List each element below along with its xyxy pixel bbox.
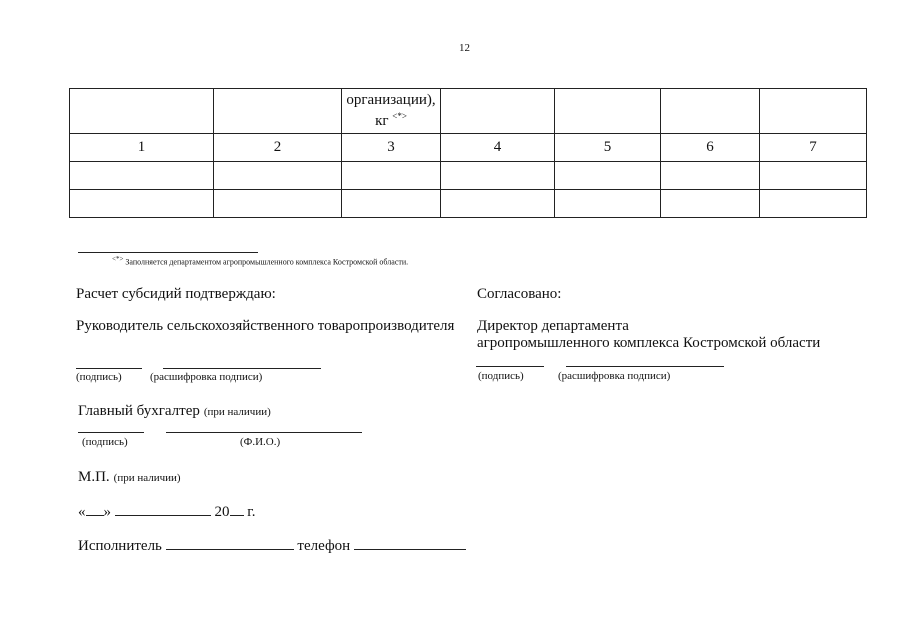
director-line2: агропромышленного комплекса Костромской области	[477, 335, 821, 351]
table-cell	[342, 190, 441, 218]
head-signature-line[interactable]	[76, 368, 142, 369]
table-cell	[760, 190, 867, 218]
executor-field[interactable]	[166, 535, 294, 550]
table-cell	[760, 162, 867, 190]
table-cell	[214, 89, 342, 134]
table-cell	[760, 89, 867, 134]
confirm-title: Расчет субсидий подтверждаю:	[76, 286, 276, 302]
date-line	[78, 501, 255, 521]
table-row	[70, 190, 867, 218]
director-signature-label: (подпись)	[478, 370, 524, 382]
date-year-suffix: г.	[247, 504, 256, 520]
table-cell	[555, 190, 661, 218]
footnote-separator	[78, 252, 258, 253]
footnote-mark: <*>	[112, 255, 124, 263]
table-cell	[441, 162, 555, 190]
head-title: Руководитель сельскохозяйственного товаропроизводителя	[76, 318, 455, 334]
accountant-name-label: (Ф.И.О.)	[240, 436, 281, 448]
stamp-note: (при наличии)	[113, 472, 181, 484]
table-cell	[214, 162, 342, 190]
page-number: 12	[459, 42, 470, 54]
accountant-signature-line[interactable]	[78, 432, 144, 433]
accountant-title-block	[78, 402, 271, 420]
footnote	[112, 255, 408, 267]
column-number-row	[70, 134, 867, 162]
accountant-title: Главный бухгалтер	[78, 403, 200, 419]
date-open-quote: «	[78, 504, 86, 520]
director-decoding-label: (расшифровка подписи)	[558, 370, 671, 382]
table-cell	[661, 190, 760, 218]
stamp-block	[78, 468, 181, 486]
table-cell	[555, 162, 661, 190]
accountant-note: (при наличии)	[203, 406, 271, 418]
column-number: 3	[342, 134, 441, 162]
date-month-field[interactable]	[115, 501, 211, 516]
head-decoding-label: (расшифровка подписи)	[150, 371, 263, 383]
header-cell-mark: <*>	[392, 111, 407, 121]
stamp-label: М.П.	[78, 469, 110, 485]
table-header-cell	[342, 89, 441, 134]
header-cell-text: организации),	[346, 92, 436, 108]
table-cell	[555, 89, 661, 134]
date-close-quote: »	[103, 504, 111, 520]
column-number: 6	[661, 134, 760, 162]
director-line1: Директор департамента	[477, 318, 629, 334]
table-cell	[441, 190, 555, 218]
table-cell	[70, 162, 214, 190]
date-year-prefix: 20	[214, 504, 230, 520]
column-number: 4	[441, 134, 555, 162]
header-cell-unit: кг	[375, 113, 389, 129]
subsidy-table	[69, 88, 867, 218]
table-cell	[661, 89, 760, 134]
column-number: 7	[760, 134, 867, 162]
table-header-row	[70, 89, 867, 134]
column-number: 5	[555, 134, 661, 162]
director-decoding-line[interactable]	[566, 366, 724, 367]
date-year-field[interactable]	[230, 501, 244, 516]
agreed-title: Согласовано:	[477, 286, 562, 302]
table-cell	[342, 162, 441, 190]
date-day-field[interactable]	[86, 501, 104, 516]
phone-field[interactable]	[354, 535, 466, 550]
director-signature-line[interactable]	[476, 366, 544, 367]
accountant-name-line[interactable]	[166, 432, 362, 433]
accountant-signature-label: (подпись)	[82, 436, 128, 448]
table-cell	[70, 190, 214, 218]
executor-line	[78, 535, 466, 555]
table-cell	[661, 162, 760, 190]
table-row	[70, 162, 867, 190]
table-cell	[214, 190, 342, 218]
column-number: 1	[70, 134, 214, 162]
phone-label: телефон	[297, 538, 351, 554]
footnote-text: Заполняется департаментом агропромышленного комплекса Костромской области.	[125, 257, 409, 267]
head-decoding-line[interactable]	[163, 368, 321, 369]
column-number: 2	[214, 134, 342, 162]
table-cell	[70, 89, 214, 134]
head-signature-label: (подпись)	[76, 371, 122, 383]
executor-label: Исполнитель	[78, 538, 162, 554]
table-cell	[441, 89, 555, 134]
